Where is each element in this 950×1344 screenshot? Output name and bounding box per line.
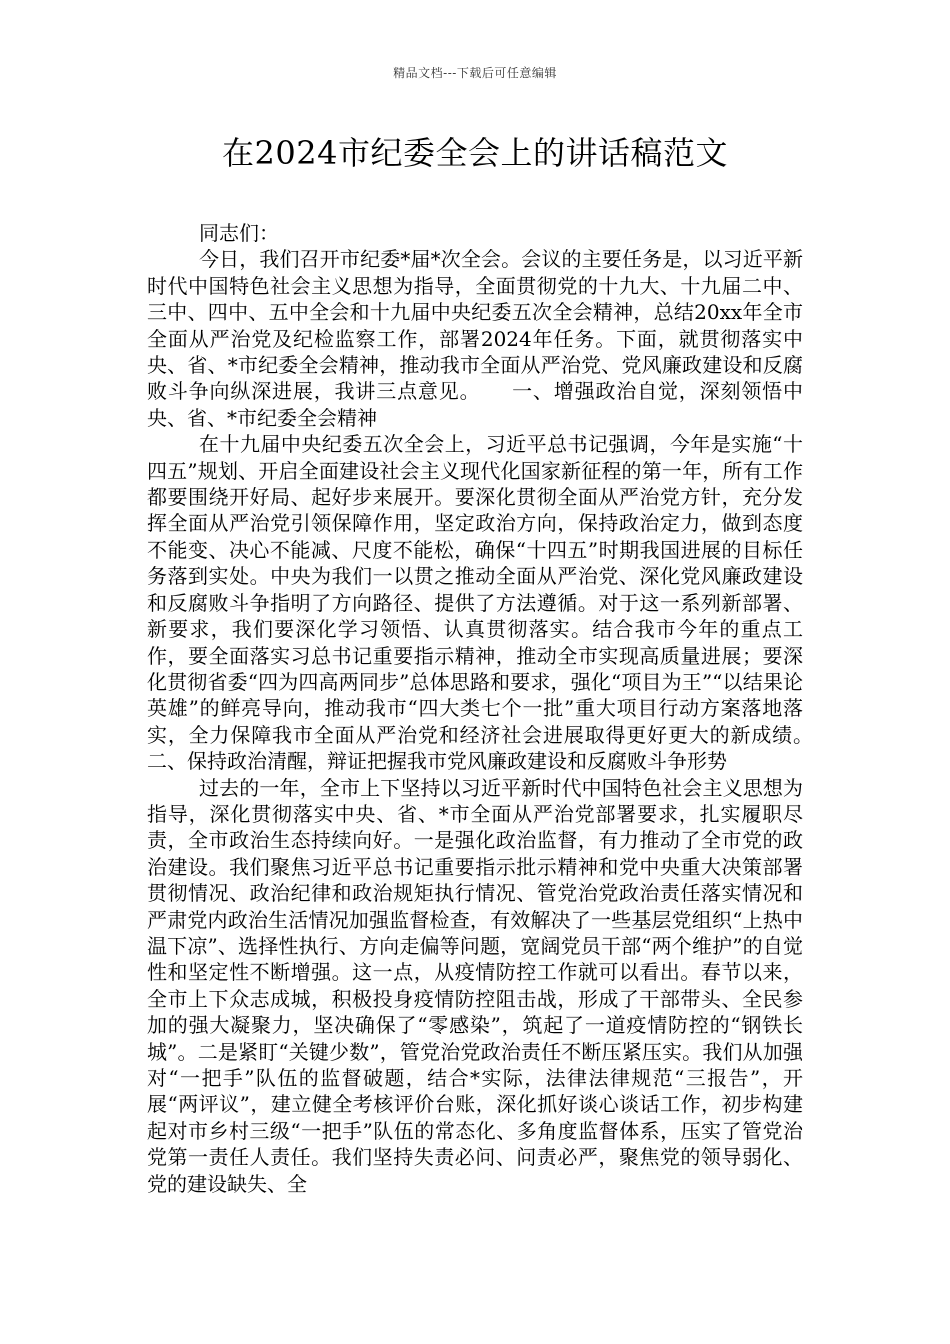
salutation: 同志们： [199,221,279,245]
paragraph-1: 今日，我们召开市纪委*届*次全会。会议的主要任务是，以习近平新时代中国特色社会主义思想为指导，全面贯彻党的十九大、十九届二中、三中、四中、五中全会和十九届中央纪委五次全会精神，总结20xx年全市全面从严治党及纪检监察工作，部署2024年任务。下面，就贯彻落实中央、省、*市纪委全会精神，推动我市全面从严治党、党风廉政建设和反腐败斗争向纵深进展，我讲三点意见。 一、增强政治自觉，深刻领悟中央、省、*市纪委全会精神 [147,247,803,430]
header-note: 精品文档---下载后可任意编辑 [393,66,557,80]
paragraph-3: 过去的一年，全市上下坚持以习近平新时代中国特色社会主义思想为指导，深化贯彻落实中央、省、*市全面从严治党部署要求，扎实履职尽责，全市政治生态持续向好。一是强化政治监督，有力推动了全市党的政治建设。我们聚焦习近平总书记重要指示批示精神和党中央重大决策部署贯彻情况、政治纪律和政治规矩执行情况、管党治党政治责任落实情况和严肃党内政治生活情况加强监督检查，有效解决了一些基层党组织“上热中温下凉”、选择性执行、方向走偏等问题，宽阔党员干部“两个维护”的自觉性和坚定性不断增强。这一点，从疫情防控工作就可以看出。春节以来，全市上下众志成城，积极投身疫情防控阻击战，形成了干部带头、全民参加的强大凝聚力，坚决确保了“零感染”，筑起了一道疫情防控的“钢铁长城”。二是紧盯“关键少数”，管党治党政治责任不断压紧压实。我们从加强对“一把手”队伍的监督破题，结合*实际，法律法律规范“三报告”，开展“两评议”，建立健全考核评价台账，深化抓好谈心谈话工作，初步构建起对市乡村三级“一把手”队伍的常态化、多角度监督体系，压实了管党治党第一责任人责任。我们坚持失责必问、问责必严，聚焦党的领导弱化、党的建设缺失、全 [147,775,803,1196]
document-body [147,220,843,1197]
document-title: 在2024市纪委全会上的讲话稿范文 [222,134,728,172]
paragraph-2: 在十九届中央纪委五次全会上，习近平总书记强调，今年是实施“十四五”规划、开启全面建设社会主义现代化国家新征程的第一年，所有工作都要围绕开好局、起好步来展开。要深化贯彻全面从严治党方针，充分发挥全面从严治党引领保障作用，坚定政治方向，保持政治定力，做到态度不能变、决心不能减、尺度不能松，确保“十四五”时期我国进展的目标任务落到实处。中央为我们一以贯之推动全面从严治党、深化党风廉政建设和反腐败斗争指明了方向路径、提供了方法遵循。对于这一系列新部署、新要求，我们要深化学习领悟、认真贯彻落实。结合我市今年的重点工作，要全面落实习总书记重要指示精神，推动全市实现高质量进展；要深化贯彻省委“四为四高两同步”总体思路和要求，强化“项目为王”“以结果论英雄”的鲜亮导向，推动我市“四大类七个一批”重大项目行动方案落地落实，全力保障我市全面从严治党和经济社会进展取得更好更大的新成绩。 二、保持政治清醒，辩证把握我市党风廉政建设和反腐败斗争形势 [147,432,843,774]
